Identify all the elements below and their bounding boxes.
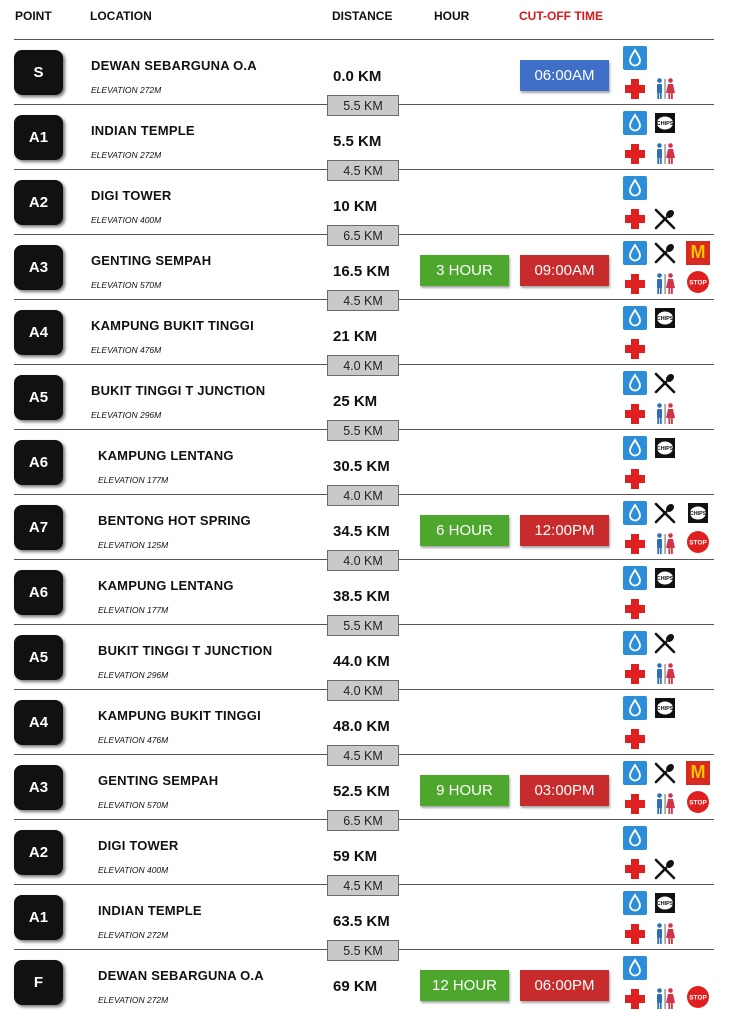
location-name: DEWAN SEBARGUNA O.A: [98, 968, 264, 983]
elevation-label: ELEVATION 400M: [91, 215, 162, 225]
elevation-label: ELEVATION 296M: [91, 410, 162, 420]
segment-distance-pill: 5.5 KM: [327, 940, 399, 961]
location-name: KAMPUNG LENTANG: [98, 578, 234, 593]
chips-icon: [653, 566, 677, 590]
location-name: INDIAN TEMPLE: [91, 123, 195, 138]
distance-value: 63.5 KM: [333, 913, 390, 930]
first-aid-icon: [623, 597, 647, 621]
segment-distance-pill: 6.5 KM: [327, 225, 399, 246]
svg-text:M: M: [690, 242, 706, 262]
header-distance: DISTANCE: [332, 9, 393, 23]
water-icon: [623, 761, 647, 785]
toilet-icon: [653, 402, 677, 426]
segment-distance-pill: 4.0 KM: [327, 355, 399, 376]
toilet-icon: [653, 987, 677, 1011]
first-aid-icon: [623, 402, 647, 426]
svg-text:STOP: STOP: [689, 279, 707, 287]
first-aid-icon: [623, 532, 647, 556]
cutoff-box: 03:00PM: [520, 775, 609, 806]
water-icon: [623, 111, 647, 135]
location-name: KAMPUNG LENTANG: [98, 448, 234, 463]
hour-box: 9 HOUR: [420, 775, 509, 806]
first-aid-icon: [623, 77, 647, 101]
distance-value: 59 KM: [333, 848, 378, 865]
location-name: GENTING SEMPAH: [98, 773, 219, 788]
hour-box: 6 HOUR: [420, 515, 509, 546]
cutoff-box: 06:00PM: [520, 970, 609, 1001]
first-aid-icon: [623, 987, 647, 1011]
water-icon: [623, 306, 647, 330]
distance-value: 0.0 KM: [333, 68, 382, 85]
distance-value: 48.0 KM: [333, 718, 390, 735]
location-name: DIGI TOWER: [98, 838, 179, 853]
svg-text:STOP: STOP: [689, 539, 707, 547]
distance-value: 21 KM: [333, 328, 378, 345]
svg-text:CHIPS: CHIPS: [656, 706, 674, 712]
svg-text:CHIPS: CHIPS: [656, 901, 674, 907]
location-name: KAMPUNG BUKIT TINGGI: [98, 708, 261, 723]
elevation-label: ELEVATION 177M: [98, 475, 169, 485]
water-icon: [623, 631, 647, 655]
hour-box: 3 HOUR: [420, 255, 509, 286]
elevation-label: ELEVATION 400M: [98, 865, 169, 875]
point-badge: A5: [14, 375, 63, 420]
svg-text:STOP: STOP: [689, 994, 707, 1002]
water-icon: [623, 46, 647, 70]
food-icon: [653, 371, 677, 395]
location-name: BUKIT TINGGI T JUNCTION: [91, 383, 266, 398]
location-name: KAMPUNG BUKIT TINGGI: [91, 318, 254, 333]
elevation-label: ELEVATION 125M: [98, 540, 169, 550]
first-aid-icon: [623, 207, 647, 231]
distance-value: 5.5 KM: [333, 133, 382, 150]
segment-distance-pill: 4.5 KM: [327, 160, 399, 181]
mcdonalds-icon: [686, 761, 710, 785]
cutoff-box: 06:00AM: [520, 60, 609, 91]
segment-distance-pill: 5.5 KM: [327, 615, 399, 636]
toilet-icon: [653, 532, 677, 556]
food-icon: [653, 857, 677, 881]
water-icon: [623, 176, 647, 200]
toilet-icon: [653, 662, 677, 686]
point-badge: A6: [14, 440, 63, 485]
segment-distance-pill: 6.5 KM: [327, 810, 399, 831]
point-badge: A3: [14, 245, 63, 290]
elevation-label: ELEVATION 177M: [98, 605, 169, 615]
point-badge: A1: [14, 115, 63, 160]
svg-text:CHIPS: CHIPS: [656, 446, 674, 452]
point-badge: F: [14, 960, 63, 1005]
distance-value: 30.5 KM: [333, 458, 390, 475]
chips-icon: [653, 306, 677, 330]
stop-icon: [686, 530, 710, 554]
first-aid-icon: [623, 922, 647, 946]
elevation-label: ELEVATION 570M: [98, 800, 169, 810]
point-badge: A2: [14, 830, 63, 875]
first-aid-icon: [623, 337, 647, 361]
elevation-label: ELEVATION 476M: [91, 345, 162, 355]
chips-icon: [686, 501, 710, 525]
elevation-label: ELEVATION 570M: [91, 280, 162, 290]
svg-text:CHIPS: CHIPS: [689, 511, 707, 517]
segment-distance-pill: 5.5 KM: [327, 95, 399, 116]
distance-value: 69 KM: [333, 978, 378, 995]
stop-icon: [686, 270, 710, 294]
location-name: BENTONG HOT SPRING: [98, 513, 251, 528]
svg-text:CHIPS: CHIPS: [656, 121, 674, 127]
segment-distance-pill: 5.5 KM: [327, 420, 399, 441]
first-aid-icon: [623, 272, 647, 296]
svg-text:CHIPS: CHIPS: [656, 316, 674, 322]
toilet-icon: [653, 142, 677, 166]
water-icon: [623, 696, 647, 720]
hour-box: 12 HOUR: [420, 970, 509, 1001]
first-aid-icon: [623, 662, 647, 686]
header-hour: HOUR: [434, 9, 470, 23]
first-aid-icon: [623, 792, 647, 816]
water-icon: [623, 436, 647, 460]
first-aid-icon: [623, 727, 647, 751]
distance-value: 16.5 KM: [333, 263, 390, 280]
point-badge: A1: [14, 895, 63, 940]
food-icon: [653, 207, 677, 231]
point-badge: A4: [14, 700, 63, 745]
elevation-label: ELEVATION 272M: [98, 995, 169, 1005]
header-point: POINT: [15, 9, 52, 23]
svg-text:M: M: [690, 762, 706, 782]
point-badge: A2: [14, 180, 63, 225]
location-name: BUKIT TINGGI T JUNCTION: [98, 643, 273, 658]
stop-icon: [686, 985, 710, 1009]
distance-value: 10 KM: [333, 198, 378, 215]
svg-text:STOP: STOP: [689, 799, 707, 807]
food-icon: [653, 761, 677, 785]
food-icon: [653, 241, 677, 265]
header-location: LOCATION: [90, 9, 152, 23]
distance-value: 25 KM: [333, 393, 378, 410]
segment-distance-pill: 4.0 KM: [327, 550, 399, 571]
first-aid-icon: [623, 142, 647, 166]
water-icon: [623, 891, 647, 915]
elevation-label: ELEVATION 272M: [91, 85, 162, 95]
segment-distance-pill: 4.5 KM: [327, 290, 399, 311]
point-badge: A3: [14, 765, 63, 810]
point-badge: A7: [14, 505, 63, 550]
food-icon: [653, 631, 677, 655]
elevation-label: ELEVATION 272M: [98, 930, 169, 940]
water-icon: [623, 566, 647, 590]
header-cutoff: CUT-OFF TIME: [519, 9, 603, 23]
toilet-icon: [653, 77, 677, 101]
point-badge: A6: [14, 570, 63, 615]
water-icon: [623, 501, 647, 525]
elevation-label: ELEVATION 296M: [98, 670, 169, 680]
location-name: DEWAN SEBARGUNA O.A: [91, 58, 257, 73]
food-icon: [653, 501, 677, 525]
segment-distance-pill: 4.0 KM: [327, 485, 399, 506]
mcdonalds-icon: [686, 241, 710, 265]
toilet-icon: [653, 792, 677, 816]
svg-text:CHIPS: CHIPS: [656, 576, 674, 582]
location-name: DIGI TOWER: [91, 188, 172, 203]
elevation-label: ELEVATION 476M: [98, 735, 169, 745]
distance-value: 38.5 KM: [333, 588, 390, 605]
point-badge: A4: [14, 310, 63, 355]
toilet-icon: [653, 272, 677, 296]
first-aid-icon: [623, 467, 647, 491]
segment-distance-pill: 4.5 KM: [327, 875, 399, 896]
point-badge: A5: [14, 635, 63, 680]
water-icon: [623, 956, 647, 980]
chips-icon: [653, 436, 677, 460]
toilet-icon: [653, 922, 677, 946]
water-icon: [623, 241, 647, 265]
cutoff-box: 09:00AM: [520, 255, 609, 286]
location-name: GENTING SEMPAH: [91, 253, 212, 268]
elevation-label: ELEVATION 272M: [91, 150, 162, 160]
distance-value: 34.5 KM: [333, 523, 390, 540]
chips-icon: [653, 696, 677, 720]
chips-icon: [653, 891, 677, 915]
water-icon: [623, 371, 647, 395]
water-icon: [623, 826, 647, 850]
cutoff-box: 12:00PM: [520, 515, 609, 546]
segment-distance-pill: 4.5 KM: [327, 745, 399, 766]
distance-value: 44.0 KM: [333, 653, 390, 670]
distance-value: 52.5 KM: [333, 783, 390, 800]
location-name: INDIAN TEMPLE: [98, 903, 202, 918]
point-badge: S: [14, 50, 63, 95]
first-aid-icon: [623, 857, 647, 881]
stop-icon: [686, 790, 710, 814]
chips-icon: [653, 111, 677, 135]
segment-distance-pill: 4.0 KM: [327, 680, 399, 701]
